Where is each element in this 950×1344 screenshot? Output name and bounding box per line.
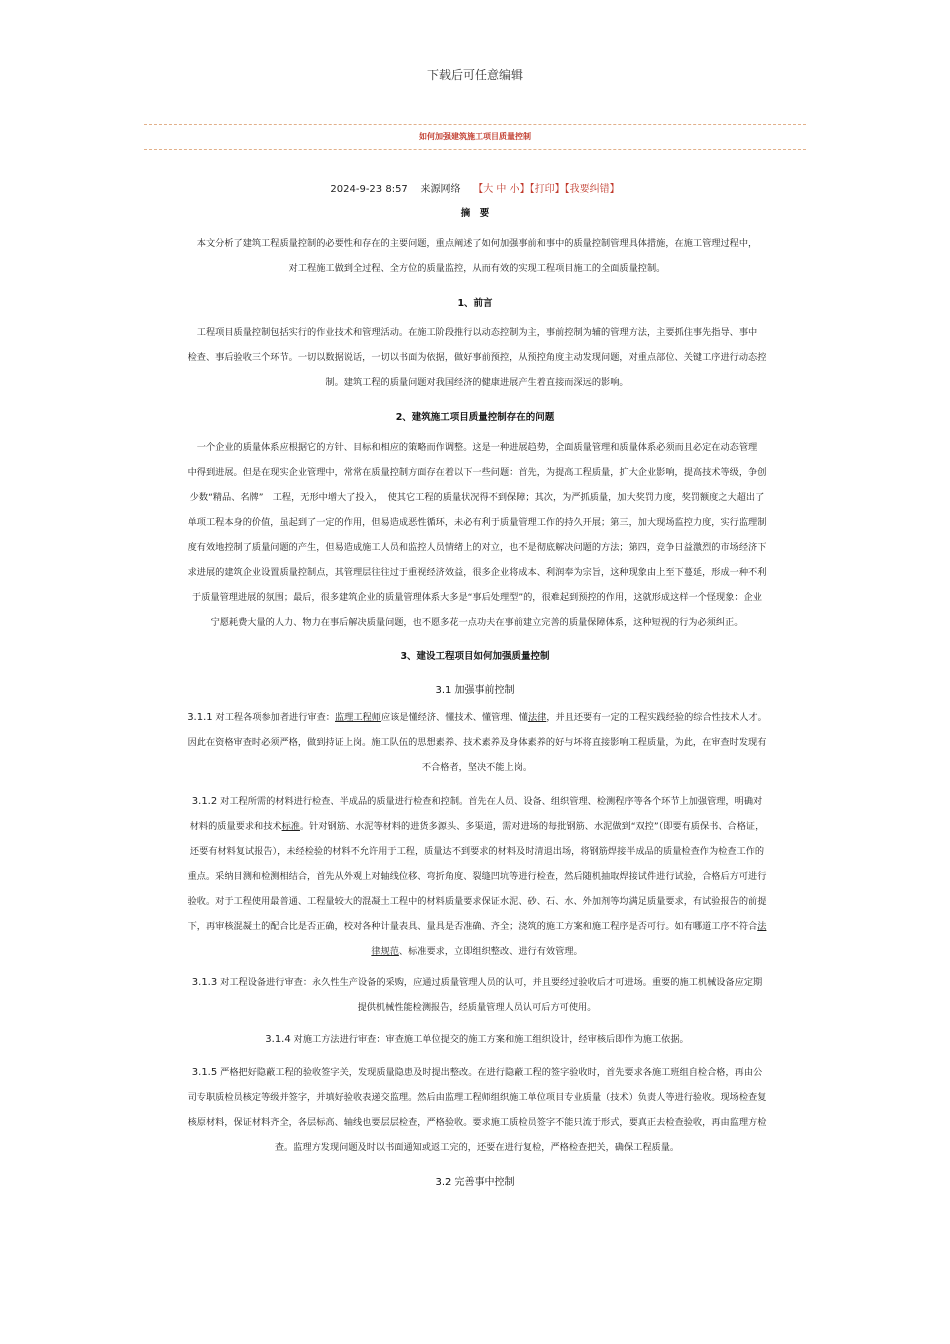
text-line: 核原材料，保证材料齐全，各层标高、轴线也要层层检查，严格验收。要求施工质检员签字不能只流于形式，要真正去检查验收，再由监理方检 (187, 1117, 767, 1128)
text-run: 材料的质量要求和技术 (189, 821, 282, 832)
text-line: 还要有材料复试报告），未经检验的材料不允许用于工程，质量达不到要求的材料及时清退出场，将钢筋焊接半成品的质量检查作为检查工作的 (189, 846, 765, 857)
clause-number: 3.1.5 (191, 1067, 218, 1078)
text-line: 重点。采纳目测和检测相结合，首先从外观上对轴线位移、弯折角度、裂缝凹坑等进行检查，然后随机抽取焊接试件进行试验，合格后方可进行 (187, 871, 767, 882)
section-title: 完善事中控制 (451, 1177, 515, 1188)
clause-number: 3.1.2 (191, 796, 218, 807)
text-line: 验收。对于工程使用最普通、工程量较大的混凝土工程中的材料质量要求保证水泥、砂、石、水、外加剂等均满足质量要求，有试验报告的前提 (187, 896, 767, 907)
text-line: 本文分析了建筑工程质量控制的必要性和存在的主要问题，重点阐述了如何加强事前和事中的质量控制管理具体措施，在施工管理过程中， (196, 238, 758, 249)
section-3-2-heading (0, 1173, 950, 1188)
paragraph-3-1-4 (147, 1027, 807, 1052)
text-line (147, 814, 807, 839)
section-2-paragraph (147, 435, 807, 635)
text-run: 对工程所需的材料进行检查、半成品的质量进行检查和控制。首先在人员、设备、组织管理、检测程序等各个环节上加强管理，明确对 (217, 796, 763, 807)
law-regulation-link[interactable]: 律规范 (371, 946, 399, 957)
text-line: 一个企业的质量体系应根据它的方针、目标和相应的策略而作调整。这是一种进展趋势，全面质量管理和质量体系必须而且必定在动态管理 (196, 442, 758, 453)
text-line (147, 1027, 807, 1052)
text-line: 于质量管理进展的氛围；最后，很多建筑企业的质量管理体系大多是“事后处理型”的，很难起到预控的作用，这就形成这样一个怪现象：企业 (192, 592, 762, 603)
section-number: 3.1 (435, 685, 452, 696)
text-run: 对工程各项参加者进行审查： (212, 712, 335, 723)
text-line (147, 914, 807, 939)
text-run: ，并且还要有一定的工程实践经验的综合性技术人才。 (546, 712, 767, 723)
paragraph-3-1-3 (147, 970, 807, 1020)
text-line: 司专职质检员核定等级并签字，并填好验收表递交监理。然后由监理工程师组织施工单位项目专业质量（技术）负责人等进行验收。现场检查复 (187, 1092, 767, 1103)
section-3-1-heading (0, 681, 950, 696)
text-line (147, 970, 807, 995)
section-3-heading: 3、建设工程项目如何加强质量控制 (400, 651, 550, 662)
header-note: 下载后可任意编辑 (426, 68, 523, 82)
text-line: 因此在资格审查时必须严格，做到持证上岗。施工队伍的思想素养、技术素养及身体素养的好与坏将直接影响工程质量，为此，在审查时发现有 (187, 737, 767, 748)
text-run: 应该是懂经济、懂技术、懂管理、懂 (380, 712, 528, 723)
title-divider-top (144, 124, 806, 125)
law-regulation-link[interactable]: 法 (757, 921, 767, 932)
text-line: 宁愿耗费大量的人力、物力在事后解决质量问题，也不愿多花一点功夫在事前建立完善的质量保障体系，这种短视的行为必须纠正。 (210, 617, 744, 628)
text-line: 不合格者，坚决不能上岗。 (421, 762, 533, 773)
article-meta (0, 180, 950, 195)
report-error-link[interactable]: 【我要纠错】 (564, 184, 620, 195)
text-line: 检查、事后验收三个环节。一切以数据说话，一切以书面为依据，做好事前预控，从预控角度主动发现问题，对重点部位、关键工序进行动态控 (187, 352, 767, 363)
publish-date: 2024-9-23 8:57 (330, 184, 408, 195)
clause-number: 3.1.4 (265, 1034, 291, 1045)
section-1-paragraph (147, 320, 807, 395)
text-run: 对施工方法进行审查：审查施工单位提交的施工方案和施工组织设计，经审核后即作为施工依据。 (290, 1034, 689, 1045)
source-label: 来源网络 (420, 184, 461, 195)
title-divider-bottom (144, 149, 806, 150)
print-link[interactable]: 【打印】 (529, 184, 565, 195)
text-line: 工程项目质量控制包括实行的作业技术和管理活动。在施工阶段推行以动态控制为主，事前控制为辅的管理方法，主要抓住事先指导、事中 (196, 327, 758, 338)
section-2-heading: 2、建筑施工项目质量控制存在的问题 (395, 412, 555, 423)
text-line: 少数“精品、名牌” 工程，无形中增大了投入， 使其它工程的质量状况得不到保障；其次，为严抓质量，加大奖罚力度，奖罚额度之大超出了 (189, 492, 765, 503)
text-run: 严格把好隐蔽工程的验收签字关，发现质量隐患及时提出整改。在进行隐蔽工程的签字验收时，首先要求各施工班组自检合格，再由公 (217, 1067, 763, 1078)
section-title: 加强事前控制 (451, 685, 515, 696)
text-line: 制。建筑工程的质量问题对我国经济的健康进展产生着直接而深远的影响。 (325, 377, 629, 388)
text-line: 中得到进展。但是在现实企业管理中，常常在质量控制方面存在着以下一些问题：首先，为提高工程质量，扩大企业影响，提高技术等级，争创 (187, 467, 767, 478)
text-line: 对工程施工做到全过程、全方位的质量监控，从而有效的实现工程项目施工的全面质量控制。 (288, 263, 666, 274)
text-line (147, 1060, 807, 1085)
standard-link[interactable]: 标准 (281, 821, 300, 832)
supervisor-engineer-link[interactable]: 监理工程师 (335, 712, 381, 723)
text-line: 提供机械性能检测报告，经质量管理人员认可后方可使用。 (357, 1002, 597, 1013)
law-link[interactable]: 法律 (527, 712, 547, 723)
abstract-paragraph (147, 231, 807, 281)
text-run: 。针对钢筋、水泥等材料的进货多源头、多渠道，需对进场的每批钢筋、水泥做到“双控”（即要有质保书、合格证， (299, 821, 765, 832)
text-run: 、标准要求，立即组织整改、进行有效管理。 (398, 946, 583, 957)
text-line (147, 939, 807, 964)
article-title: 如何加强建筑施工项目质量控制 (419, 132, 531, 141)
text-line (147, 789, 807, 814)
text-line (147, 705, 807, 730)
text-run: 对工程设备进行审查：永久性生产设备的采购，应通过质量管理人员的认可，并且要经过验收后才可进场。重要的施工机械设备应定期 (217, 977, 763, 988)
section-number: 3.2 (435, 1177, 452, 1188)
text-line: 度有效地控制了质量问题的产生，但易造成施工人员和监控人员情绪上的对立，也不是彻底解决问题的方法；第四，竞争日益激烈的市场经济下 (187, 542, 767, 553)
text-run: 下，再审核混凝土的配合比是否正确，校对各种计量表具、量具是否准确、齐全；浇筑的施工方案和施工程序是否可行。如有哪道工序不符合 (187, 921, 758, 932)
text-line: 单项工程本身的价值，虽起到了一定的作用，但易造成恶性循环，未必有利于质量管理工作的持久开展；第三，加大现场监控力度，实行监理制 (187, 517, 767, 528)
clause-number: 3.1.3 (191, 977, 218, 988)
text-line: 求进展的建筑企业设置质量控制点，其管理层往往过于重视经济效益，很多企业将成本、利润奉为宗旨，这种现象由上至下蔓延，形成一种不利 (187, 567, 767, 578)
font-size-switch[interactable]: 【大 中 小】 (473, 184, 530, 195)
clause-number: 3.1.1 (187, 712, 213, 723)
paragraph-3-1-2 (147, 789, 807, 964)
abstract-heading: 摘 要 (460, 208, 490, 219)
section-1-heading: 1、前言 (457, 298, 493, 309)
paragraph-3-1-1 (147, 705, 807, 780)
paragraph-3-1-5 (147, 1060, 807, 1160)
text-line: 查。监理方发现问题及时以书面通知或返工完的，还要在进行复检，严格检查把关，确保工程质量。 (274, 1142, 680, 1153)
